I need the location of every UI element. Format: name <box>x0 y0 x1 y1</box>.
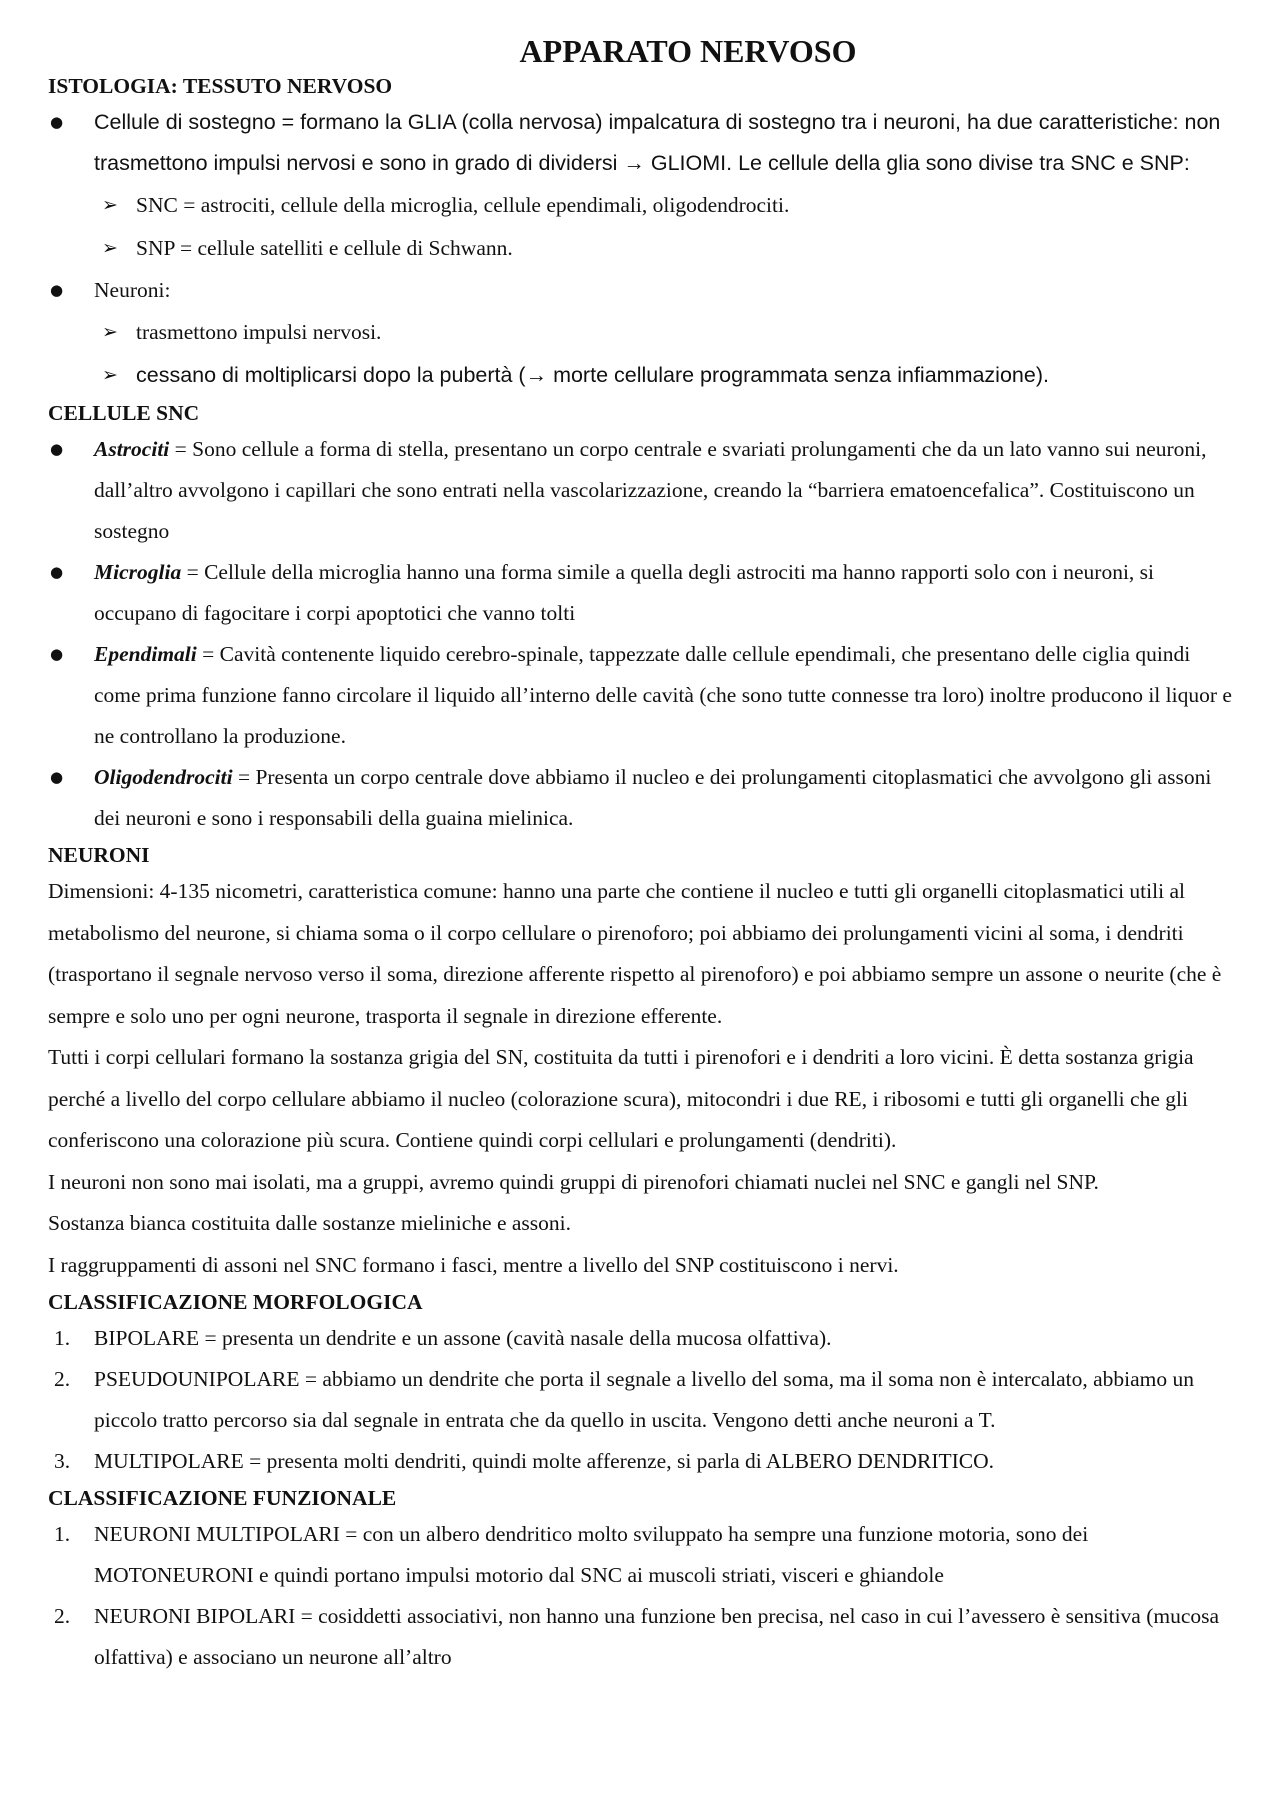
item-text: NEURONI MULTIPOLARI = con un albero dendritico molto sviluppato ha sempre una funzione motoria, sono dei MOTONEURONI e quindi portano impulsi motorio dal SNC ai muscoli striati, visceri e ghiandole <box>94 1522 1089 1587</box>
list-item <box>48 429 1238 552</box>
section-heading-neuroni: NEURONI <box>48 843 150 867</box>
notes-page <box>48 0 1238 1678</box>
item-text: PSEUDOUNIPOLARE = abbiamo un dendrite che porta il segnale a livello del soma, ma il soma non è intercalato, abbiamo un piccolo tratto percorso sia dal segnale in entrata che da quello in uscita. Vengono detti anche neuroni a T. <box>94 1367 1195 1432</box>
sub-item: ➢ SNP = cellule satelliti e cellule di Schwann. <box>94 227 1238 270</box>
item-text: NEURONI BIPOLARI = cosiddetti associativi, non hanno una funzione ben precisa, nel caso in cui l’avessero è sensitiva (mucosa olfattiva) e associano un neurone all’altro <box>94 1604 1220 1669</box>
item-number: 2. <box>54 1367 71 1391</box>
definition: = Cavità contenente liquido cerebro-spinale, tappezzate dalle cellule ependimali, che presentano delle ciglia quindi come prima funzione fanno circolare il liquido all’interno delle cavità (che sono tutte connesse tra loro) inoltre producono il liquor e ne controllano la produzione. <box>94 642 1232 748</box>
istologia-list <box>48 102 1238 184</box>
item-text: BIPOLARE = presenta un dendrite e un assone (cavità nasale della mucosa olfattiva). <box>94 1326 832 1350</box>
term-ependimali: Ependimali <box>94 642 197 666</box>
list-item <box>48 1359 1238 1441</box>
list-item <box>48 757 1238 839</box>
item-number: 1. <box>54 1522 71 1546</box>
neuroni-sub-list <box>94 311 1238 397</box>
glia-text: Cellule di sostegno = formano la GLIA (colla nervosa) impalcatura di sostegno tra i neuroni, ha due caratteristiche: non trasmettono impulsi nervosi e sono in grado di dividersi → GLIOMI. Le cellule della glia sono divise tra SNC e SNP: <box>94 110 1221 175</box>
definition: = Presenta un corpo centrale dove abbiamo il nucleo e dei prolungamenti citoplasmatici che avvolgono gli assoni dei neuroni e sono i responsabili della guaina mielinica. <box>94 765 1212 830</box>
sub-item: ➢ SNC = astrociti, cellule della microglia, cellule ependimali, oligodendrociti. <box>94 184 1238 227</box>
paragraph: Tutti i corpi cellulari formano la sostanza grigia del SN, costituita da tutti i pirenofori e i dendriti a loro vicini. È detta sostanza grigia perché a livello del corpo cellulare abbiamo il nucleo (colorazione scura), mitocondri i due RE, i ribosomi e tutti gli organelli che gli conferiscono una colorazione più scura. Contiene quindi corpi cellulari e prolungamenti (dendriti). <box>48 1045 1194 1152</box>
term-microglia: Microglia <box>94 560 182 584</box>
item-number: 2. <box>54 1604 71 1628</box>
neuroni-bullet-list <box>48 270 1238 311</box>
list-item <box>48 1318 1238 1359</box>
list-item <box>48 1441 1238 1482</box>
document-title: APPARATO NERVOSO <box>519 33 857 69</box>
list-item <box>48 634 1238 757</box>
paragraph: Dimensioni: 4-135 nicometri, caratteristica comune: hanno una parte che contiene il nucleo e tutti gli organelli citoplasmatici utili al metabolismo del neurone, si chiama soma o il corpo cellulare o pirenoforo; poi abbiamo dei prolungamenti vicini al soma, i dendriti (trasportano il segnale nervoso verso il soma, direzione afferente rispetto al pirenoforo) e poi abbiamo sempre un assone o neurite (che è sempre e solo uno per ogni neurone, trasporta il segnale in direzione efferente. <box>48 879 1222 1028</box>
section-heading-morfologica: CLASSIFICAZIONE MORFOLOGICA <box>48 1290 423 1314</box>
cellule-snc-list <box>48 429 1238 839</box>
list-item <box>48 1514 1238 1596</box>
list-item <box>48 1596 1238 1678</box>
item-number: 1. <box>54 1326 71 1350</box>
paragraph: I neuroni non sono mai isolati, ma a gruppi, avremo quindi gruppi di pirenofori chiamati nuclei nel SNC e gangli nel SNP. <box>48 1169 1099 1194</box>
paragraph: I raggruppamenti di assoni nel SNC formano i fasci, mentre a livello del SNP costituiscono i nervi. <box>48 1252 899 1277</box>
funzionale-list <box>48 1514 1238 1678</box>
sub-item: ➢ cessano di moltiplicarsi dopo la pubertà (→ morte cellulare programmata senza infiammazione). <box>94 354 1238 397</box>
neuroni-label: Neuroni: <box>94 278 171 302</box>
term-astrociti: Astrociti <box>94 437 170 461</box>
list-item <box>48 270 1238 311</box>
sub-item: ➢ trasmettono impulsi nervosi. <box>94 311 1238 354</box>
definition: = Sono cellule a forma di stella, presentano un corpo centrale e svariati prolungamenti che da un lato vanno sui neuroni, dall’altro avvolgono i capillari che sono entrati nella vascolarizzazione, creando la “barriera ematoencefalica”. Costituiscono un sostegno <box>94 437 1207 543</box>
item-text: MULTIPOLARE = presenta molti dendriti, quindi molte afferenze, si parla di ALBERO DENDRITICO. <box>94 1449 995 1473</box>
glia-sub-list <box>94 184 1238 270</box>
item-number: 3. <box>54 1449 71 1473</box>
definition: = Cellule della microglia hanno una forma simile a quella degli astrociti ma hanno rapporti solo con i neuroni, si occupano di fagocitare i corpi apoptotici che vanno tolti <box>94 560 1155 625</box>
term-oligodendrociti: Oligodendrociti <box>94 765 233 789</box>
paragraph: Sostanza bianca costituita dalle sostanze mieliniche e assoni. <box>48 1211 572 1235</box>
section-heading-funzionale: CLASSIFICAZIONE FUNZIONALE <box>48 1486 397 1510</box>
list-item <box>48 102 1238 184</box>
morfologica-list <box>48 1318 1238 1482</box>
section-heading-cellule-snc: CELLULE SNC <box>48 401 200 425</box>
section-heading-istologia: ISTOLOGIA: TESSUTO NERVOSO <box>48 74 393 98</box>
list-item <box>48 552 1238 634</box>
